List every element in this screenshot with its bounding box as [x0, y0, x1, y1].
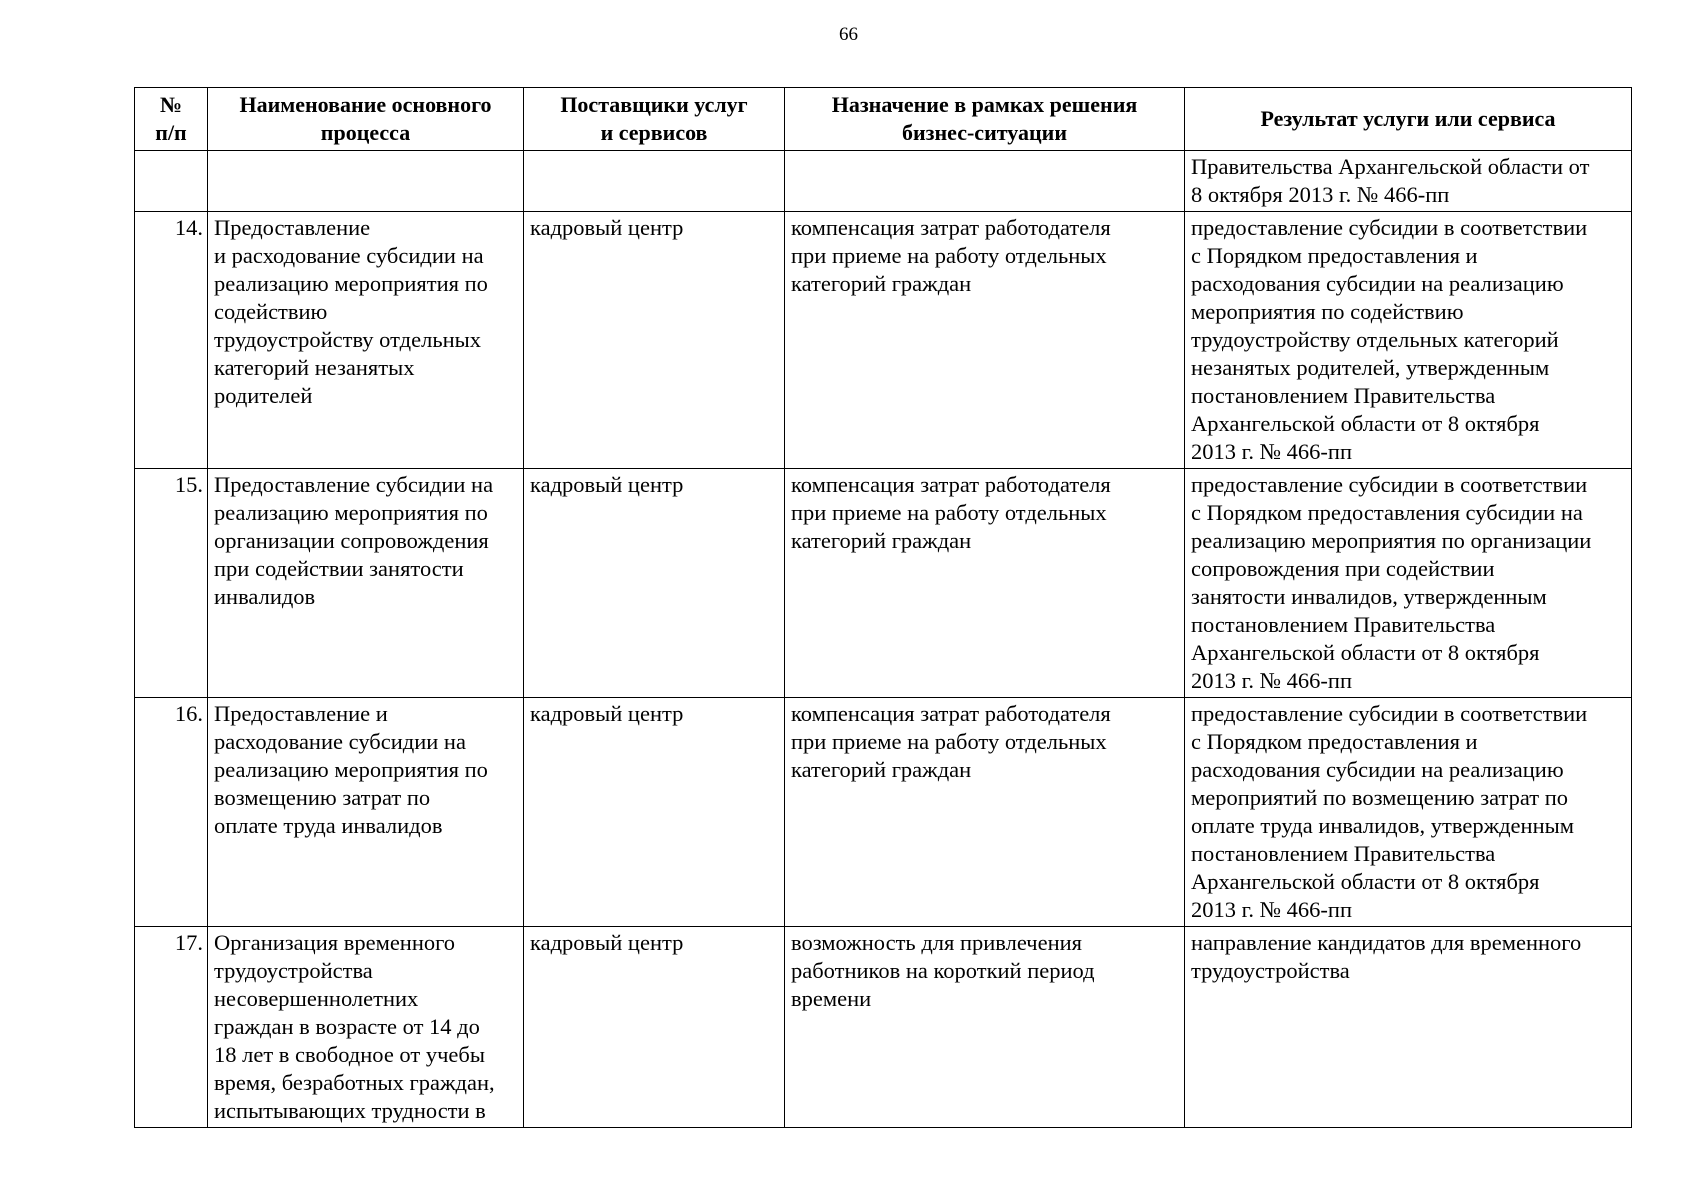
cell-purpose: компенсация затрат работодателя при приеме на работу отдельных категорий граждан	[785, 698, 1185, 927]
services-table	[134, 87, 1632, 1128]
table-row	[135, 927, 1632, 1128]
cell-num: 16.	[135, 698, 208, 927]
cell-result: предоставление субсидии в соответствии с Порядком предоставления субсидии на реализацию мероприятия по организации сопровождения при содействии занятости инвалидов, утвержденным постановлением Правительства Архангельской области от 8 октября 2013 г. № 466-пп	[1185, 469, 1632, 698]
cell-result: направление кандидатов для временного трудоустройства	[1185, 927, 1632, 1128]
header-result: Результат услуги или сервиса	[1185, 88, 1632, 151]
table-row	[135, 212, 1632, 469]
cell-num: 14.	[135, 212, 208, 469]
cell-process: Организация временного трудоустройства несовершеннолетних граждан в возрасте от 14 до 18 лет в свободное от учебы время, безработных граждан, испытывающих трудности в	[208, 927, 524, 1128]
cell-result: предоставление субсидии в соответствии с Порядком предоставления и расходования субсидии на реализацию мероприятия по содействию трудоустройству отдельных категорий незанятых родителей, утвержденным постановлением Правительства Архангельской области от 8 октября 2013 г. № 466-пп	[1185, 212, 1632, 469]
cell-purpose: компенсация затрат работодателя при приеме на работу отдельных категорий граждан	[785, 469, 1185, 698]
cell-num: 15.	[135, 469, 208, 698]
cell-result: предоставление субсидии в соответствии с Порядком предоставления и расходования субсидии на реализацию мероприятий по возмещению затрат по оплате труда инвалидов, утвержденным постановлением Правительства Архангельской области от 8 октября 2013 г. № 466-пп	[1185, 698, 1632, 927]
cell-process: Предоставление и расходование субсидии на реализацию мероприятия по содействию трудоустройству отдельных категорий незанятых родителей	[208, 212, 524, 469]
table-header-row	[135, 88, 1632, 151]
cell-process: Предоставление и расходование субсидии на реализацию мероприятия по возмещению затрат по оплате труда инвалидов	[208, 698, 524, 927]
cell-providers: кадровый центр	[524, 469, 785, 698]
cell-num: 17.	[135, 927, 208, 1128]
cell-result: Правительства Архангельской области от 8 октября 2013 г. № 466-пп	[1185, 151, 1632, 212]
cell-purpose: компенсация затрат работодателя при приеме на работу отдельных категорий граждан	[785, 212, 1185, 469]
cell-process	[208, 151, 524, 212]
cell-providers: кадровый центр	[524, 927, 785, 1128]
table-row-continuation	[135, 151, 1632, 212]
table-row	[135, 469, 1632, 698]
table-row	[135, 698, 1632, 927]
page-number: 66	[839, 24, 858, 45]
cell-purpose	[785, 151, 1185, 212]
cell-process: Предоставление субсидии на реализацию мероприятия по организации сопровождения при содействии занятости инвалидов	[208, 469, 524, 698]
cell-providers: кадровый центр	[524, 212, 785, 469]
header-process: Наименование основного процесса	[208, 88, 524, 151]
header-providers: Поставщики услуг и сервисов	[524, 88, 785, 151]
header-num: № п/п	[135, 88, 208, 151]
cell-purpose: возможность для привлечения работников на короткий период времени	[785, 927, 1185, 1128]
cell-providers: кадровый центр	[524, 698, 785, 927]
cell-providers	[524, 151, 785, 212]
header-purpose: Назначение в рамках решения бизнес-ситуации	[785, 88, 1185, 151]
cell-num	[135, 151, 208, 212]
